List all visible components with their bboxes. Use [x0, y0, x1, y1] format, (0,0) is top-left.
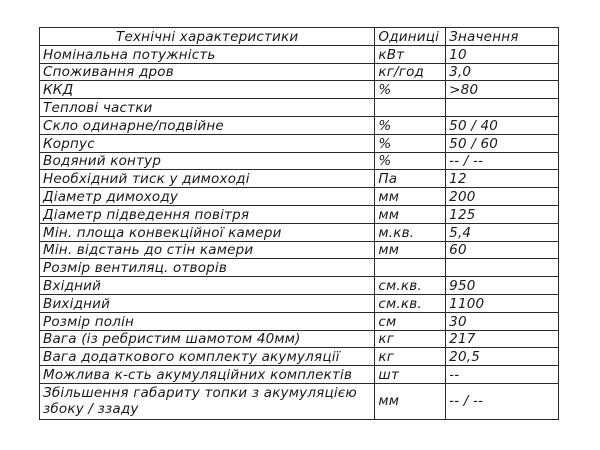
table-row	[40, 134, 559, 152]
row-value: --	[446, 366, 559, 384]
specifications-table	[39, 27, 559, 420]
row-unit: кг	[375, 330, 446, 348]
row-value: 5,4	[446, 223, 559, 241]
row-value: >80	[446, 81, 559, 99]
table-row	[40, 223, 559, 241]
table-row	[40, 152, 559, 170]
row-name: Вага (із ребристим шамотом 40мм)	[40, 330, 375, 348]
row-unit: шт	[375, 366, 446, 384]
row-unit: м.кв.	[375, 223, 446, 241]
row-name: Мін. відстань до стін камери	[40, 241, 375, 259]
table-row	[40, 170, 559, 188]
table-row	[40, 205, 559, 223]
row-unit: кг/год	[375, 63, 446, 81]
row-value	[446, 259, 559, 277]
row-name: Мін. площа конвекційної камери	[40, 223, 375, 241]
row-unit	[375, 99, 446, 117]
row-value	[446, 99, 559, 117]
table-row	[40, 81, 559, 99]
row-unit: Па	[375, 170, 446, 188]
row-name: Теплові частки	[40, 99, 375, 117]
row-name: Скло одинарне/подвійне	[40, 116, 375, 134]
table-row	[40, 383, 559, 419]
row-value: 60	[446, 241, 559, 259]
row-unit: %	[375, 81, 446, 99]
table-row	[40, 45, 559, 63]
row-unit: см.кв.	[375, 277, 446, 295]
row-value: 3,0	[446, 63, 559, 81]
row-name: Збільшення габариту топки з акумуляцією збоку / ззаду	[40, 383, 375, 419]
table-row	[40, 312, 559, 330]
row-name: Розмір полін	[40, 312, 375, 330]
row-value: 10	[446, 45, 559, 63]
row-name: Вхідний	[40, 277, 375, 295]
row-value: -- / --	[446, 383, 559, 419]
row-unit: %	[375, 134, 446, 152]
row-value: -- / --	[446, 152, 559, 170]
row-name: Корпус	[40, 134, 375, 152]
row-value: 20,5	[446, 348, 559, 366]
row-value: 1100	[446, 294, 559, 312]
row-unit: %	[375, 116, 446, 134]
row-value: 30	[446, 312, 559, 330]
table-row	[40, 241, 559, 259]
row-unit: мм	[375, 241, 446, 259]
row-name: Номінальна потужність	[40, 45, 375, 63]
row-value: 217	[446, 330, 559, 348]
row-unit: мм	[375, 188, 446, 206]
row-unit: см	[375, 312, 446, 330]
row-name: Розмір вентиляц. отворів	[40, 259, 375, 277]
row-value: 125	[446, 205, 559, 223]
row-value: 950	[446, 277, 559, 295]
row-name: Вихідний	[40, 294, 375, 312]
row-unit: %	[375, 152, 446, 170]
row-value: 200	[446, 188, 559, 206]
row-name: Необхідний тиск у димоході	[40, 170, 375, 188]
table-row	[40, 348, 559, 366]
row-name: Вага додаткового комплекту акумуляції	[40, 348, 375, 366]
table-row	[40, 99, 559, 117]
header-characteristics: Технічні характеристики	[40, 28, 375, 46]
row-value: 50 / 40	[446, 116, 559, 134]
header-units: Одиниці	[375, 28, 446, 46]
row-name: ККД	[40, 81, 375, 99]
row-value: 12	[446, 170, 559, 188]
table-row	[40, 116, 559, 134]
row-name: Діаметр підведення повітря	[40, 205, 375, 223]
row-unit: кг	[375, 348, 446, 366]
row-value: 50 / 60	[446, 134, 559, 152]
table-row	[40, 277, 559, 295]
row-name: Споживання дров	[40, 63, 375, 81]
row-unit: мм	[375, 205, 446, 223]
table-row	[40, 188, 559, 206]
row-unit	[375, 259, 446, 277]
row-unit: см.кв.	[375, 294, 446, 312]
row-name: Водяний контур	[40, 152, 375, 170]
row-unit: кВт	[375, 45, 446, 63]
table-header-row	[40, 28, 559, 46]
row-unit: мм	[375, 383, 446, 419]
header-values: Значення	[446, 28, 559, 46]
table-row	[40, 63, 559, 81]
table-row	[40, 294, 559, 312]
row-name: Можлива к-сть акумуляційних комплектів	[40, 366, 375, 384]
table-row	[40, 330, 559, 348]
table-row	[40, 259, 559, 277]
row-name: Діаметр димоходу	[40, 188, 375, 206]
table-row	[40, 366, 559, 384]
